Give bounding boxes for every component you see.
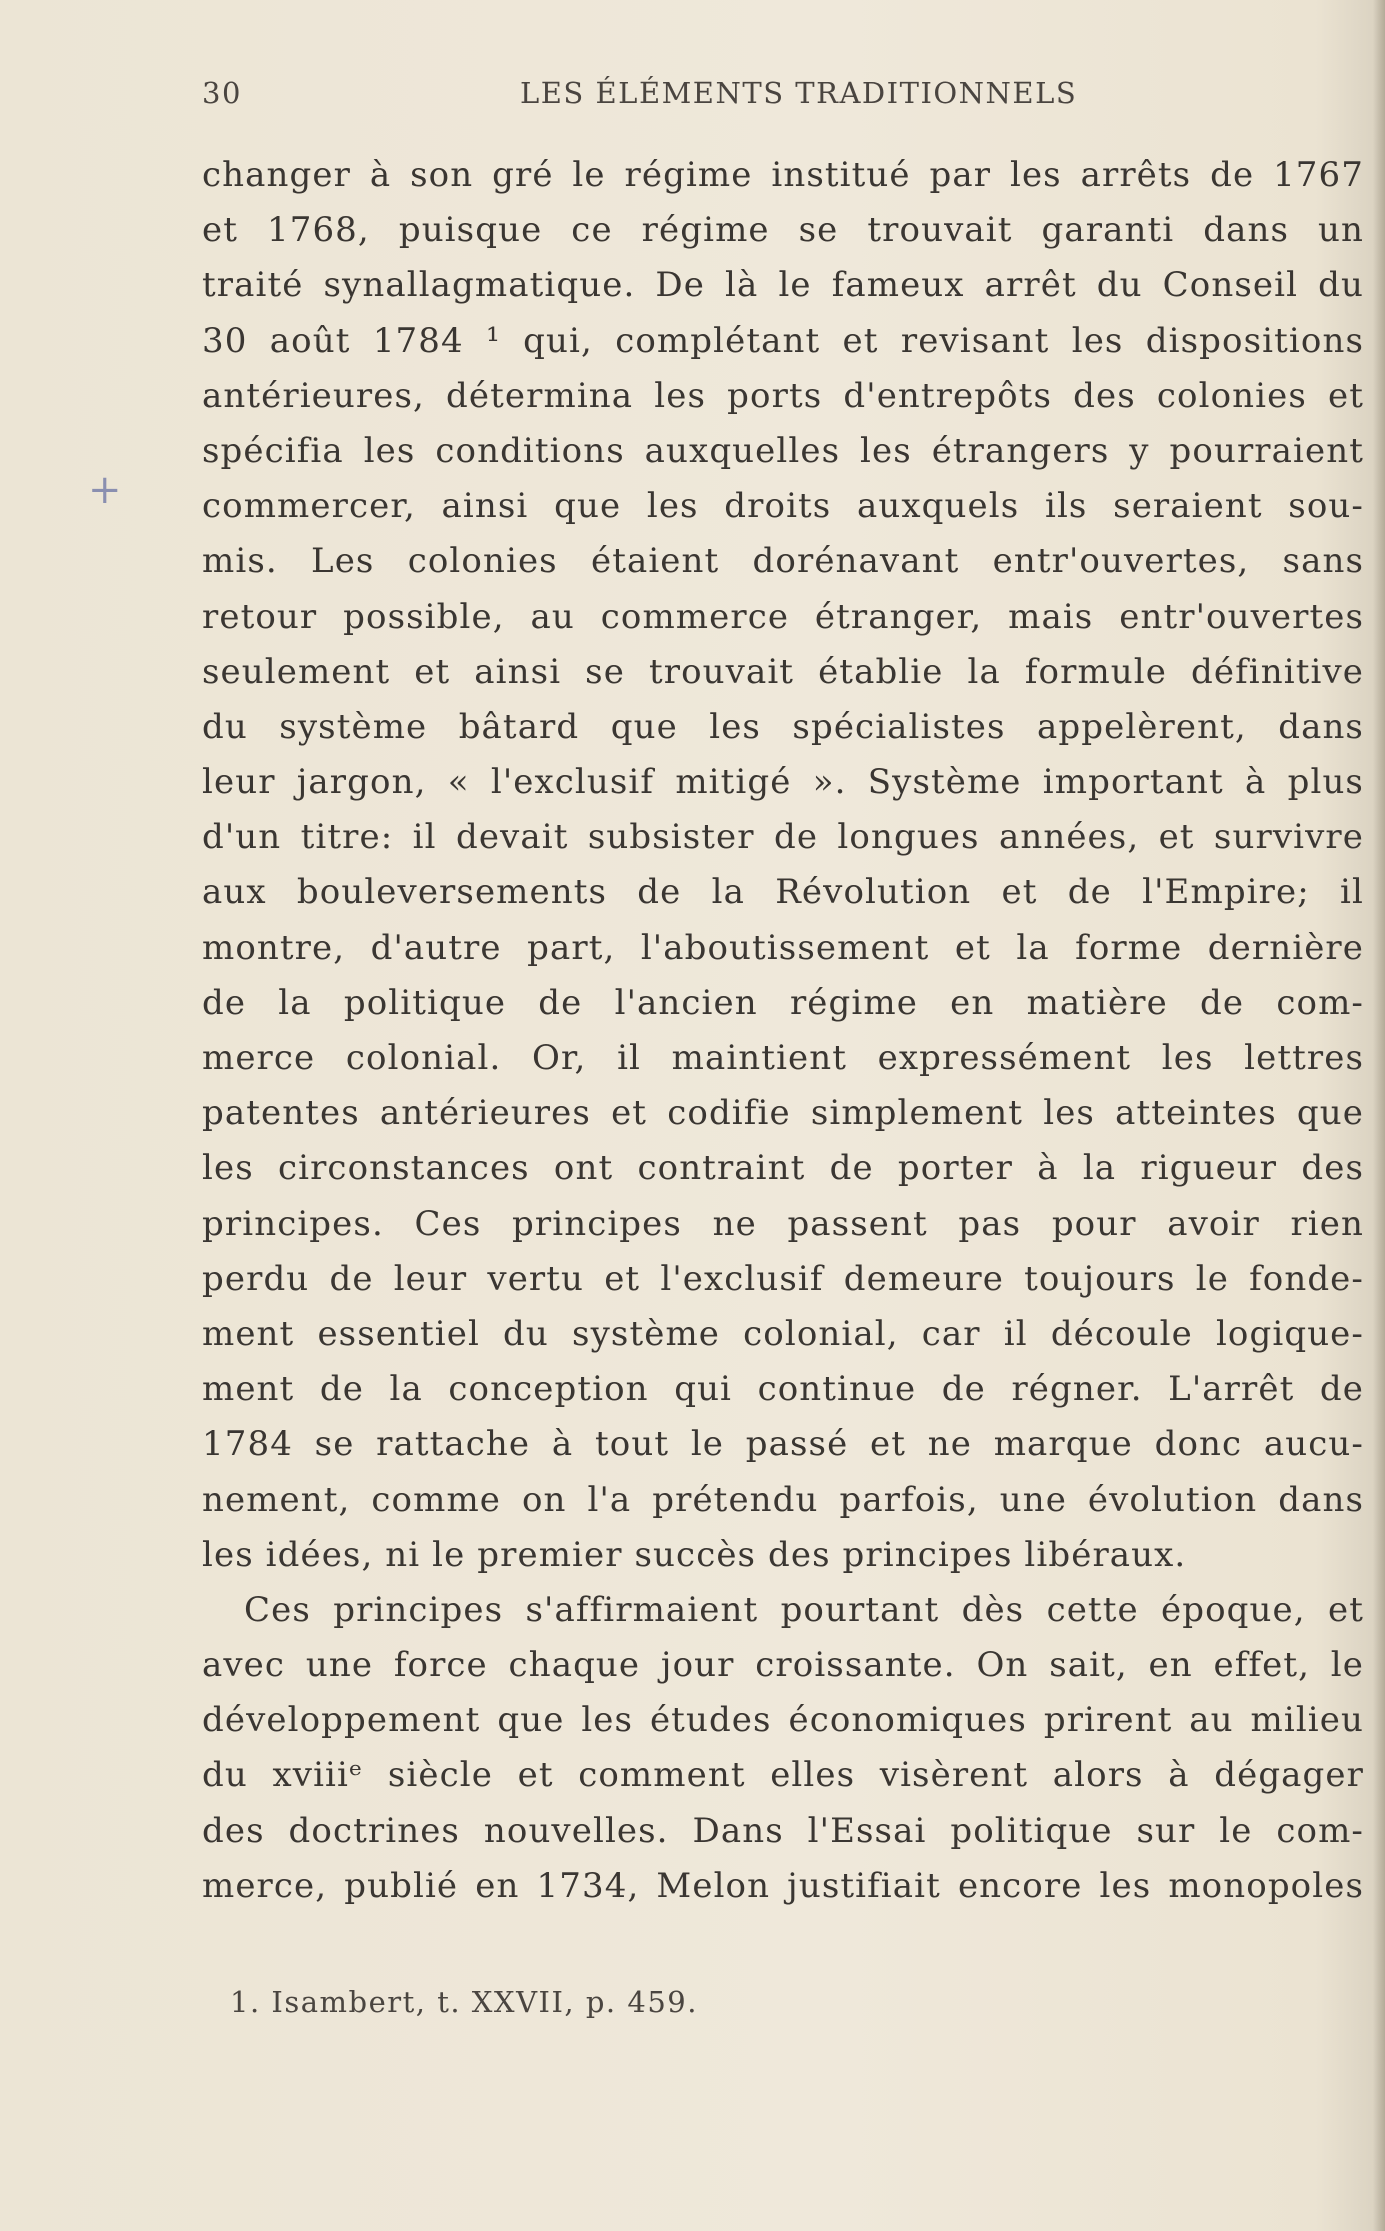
text-line: patentes antérieures et codifie simplement les atteintes que — [202, 1093, 1364, 1134]
text-line: retour possible, au commerce étranger, mais entr'ouvertes — [202, 596, 1364, 637]
text-line: les circonstances ont contraint de porter à la rigueur des — [202, 1148, 1364, 1189]
text-line: changer à son gré le régime institué par les arrêts de 1767 — [202, 155, 1364, 195]
margin-pencil-mark: + — [88, 467, 122, 513]
paragraph-end-line: les idées, ni le premier succès des principes libéraux. — [202, 1534, 1187, 1575]
paragraph-start-line: Ces principes s'affirmaient pourtant dès cette époque, et — [244, 1589, 1364, 1630]
running-head: LES ÉLÉMENTS TRADITIONNELS — [520, 76, 1078, 110]
text-line: 30 août 1784 ¹ qui, complétant et revisant les dispositions — [202, 320, 1364, 361]
text-line: leur jargon, « l'exclusif mitigé ». Système important à plus — [202, 762, 1364, 803]
text-line: perdu de leur vertu et l'exclusif demeure toujours le fonde- — [202, 1258, 1364, 1299]
text-line: principes. Ces principes ne passent pas pour avoir rien — [202, 1203, 1364, 1244]
text-line: aux bouleversements de la Révolution et de l'Empire; il — [202, 872, 1364, 913]
text-line: nement, comme on l'a prétendu parfois, une évolution dans — [202, 1479, 1364, 1520]
text-line: seulement et ainsi se trouvait établie la formule définitive — [202, 651, 1364, 692]
body-text — [202, 148, 1364, 1914]
text-line: merce, publié en 1734, Melon justifiait encore les monopoles — [202, 1865, 1364, 1906]
text-line: du système bâtard que les spécialistes appelèrent, dans — [202, 706, 1364, 747]
text-line: commercer, ainsi que les droits auxquels ils seraient sou- — [202, 486, 1364, 527]
text-line: spécifia les conditions auxquelles les étrangers y pourraient — [202, 430, 1364, 471]
text-line: d'un titre: il devait subsister de longues années, et survivre — [202, 817, 1364, 858]
text-line: ment essentiel du système colonial, car il découle logique- — [202, 1313, 1364, 1354]
text-line: merce colonial. Or, il maintient expressément les lettres — [202, 1038, 1364, 1078]
text-line: traité synallagmatique. De là le fameux arrêt du Conseil du — [202, 265, 1364, 306]
text-line: des doctrines nouvelles. Dans l'Essai politique sur le com- — [202, 1810, 1364, 1851]
text-line: avec une force chaque jour croissante. On sait, en effet, le — [202, 1645, 1364, 1686]
page-edge-shadow — [1373, 0, 1385, 2231]
text-line: antérieures, détermina les ports d'entrepôts des colonies et — [202, 375, 1364, 416]
text-line: 1784 se rattache à tout le passé et ne marque donc aucu- — [202, 1424, 1364, 1465]
page-header — [202, 76, 1370, 116]
text-line: mis. Les colonies étaient dorénavant entr'ouvertes, sans — [202, 541, 1364, 582]
footnote: 1. Isambert, t. XXVII, p. 459. — [230, 1985, 698, 2019]
text-line: du xviiiᵉ siècle et comment elles visèrent alors à dégager — [202, 1755, 1364, 1796]
text-line: de la politique de l'ancien régime en matière de com- — [202, 982, 1364, 1023]
text-line: et 1768, puisque ce régime se trouvait garanti dans un — [202, 210, 1364, 251]
text-line: montre, d'autre part, l'aboutissement et la forme dernière — [202, 927, 1364, 968]
text-line: ment de la conception qui continue de régner. L'arrêt de — [202, 1369, 1364, 1410]
text-line: développement que les études économiques prirent au milieu — [202, 1700, 1364, 1741]
page-number: 30 — [202, 76, 242, 110]
